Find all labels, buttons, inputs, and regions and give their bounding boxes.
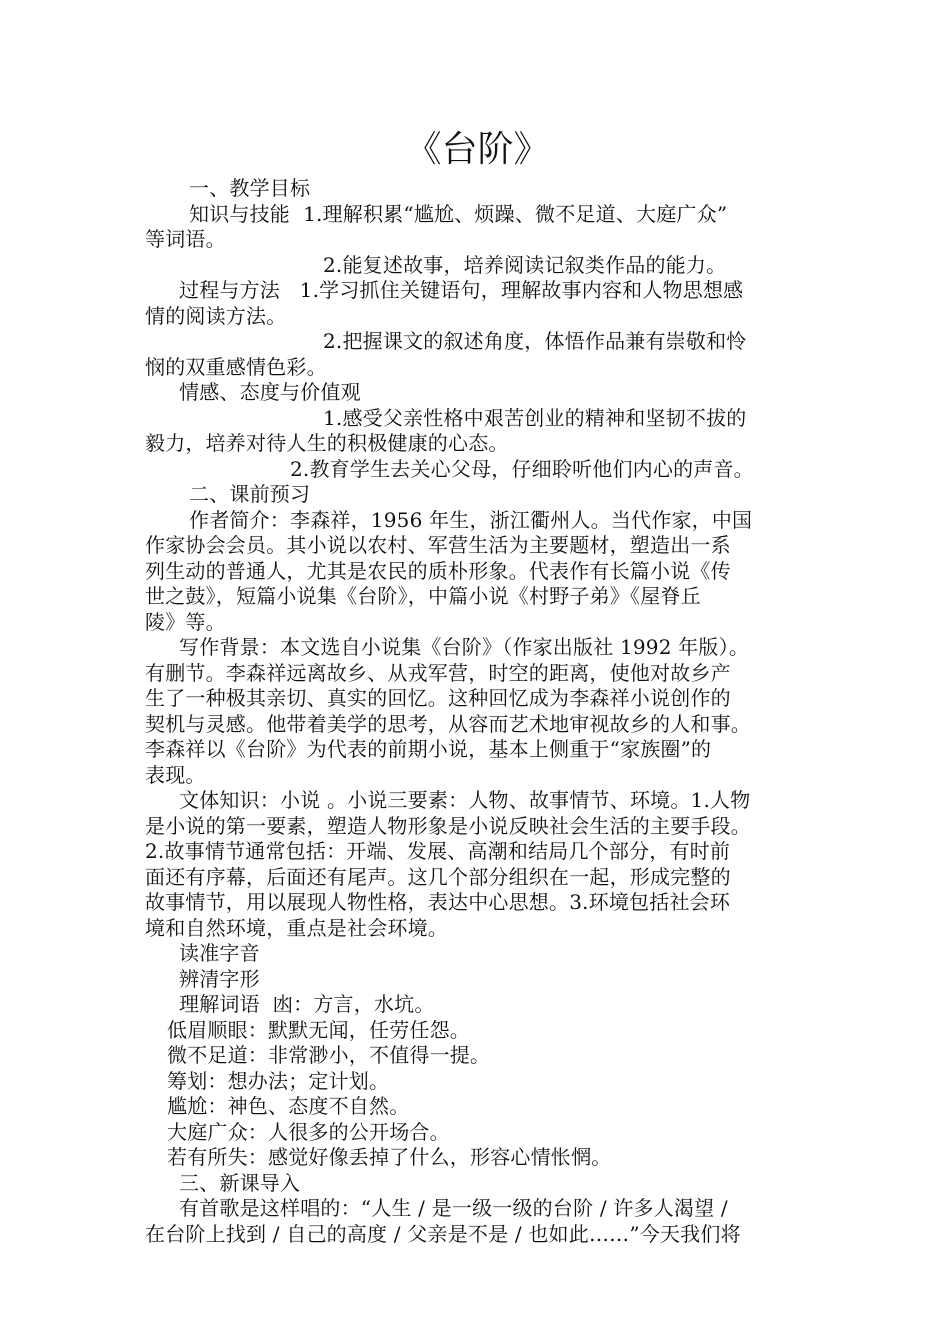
text-line: 写作背景：本文选自小说集《台阶》（作家出版社 1992 年版）。	[179, 635, 750, 659]
text-line: 故事情节，用以展现人物性格，表达中心思想。3.环境包括社会环	[145, 890, 731, 914]
text-line: 悯的双重感情色彩。	[145, 354, 327, 379]
text-line: 理解词语 凼：方言，水坑。	[179, 992, 435, 1016]
text-line: 作家协会会员。其小说以农村、军营生活为主要题材，塑造出一系	[145, 533, 731, 557]
text-line: 过程与方法 1.学习抓住关键语句，理解故事内容和人物思想感	[179, 278, 744, 302]
text-line: 作者简介：李森祥，1956 年生，浙江衢州人。当代作家，中国	[189, 507, 753, 532]
document-body	[145, 176, 810, 1247]
text-line: 列生动的普通人，尤其是农民的质朴形象。代表作有长篇小说《传	[145, 558, 731, 583]
text-line: 毅力，培养对待人生的积极健康的心态。	[145, 431, 509, 455]
text-line: 低眉顺眼：默默无闻，任劳任怨。	[167, 1017, 470, 1042]
text-line: 筹划：想办法；定计划。	[167, 1068, 390, 1093]
text-line: 陵》等。	[145, 609, 226, 634]
text-line: 三、新课导入	[179, 1170, 301, 1195]
text-line: 辨清字形	[179, 966, 260, 991]
text-line: 2.能复述故事，培养阅读记叙类作品的能力。	[323, 252, 727, 277]
text-line: 情感、态度与价值观	[179, 380, 361, 404]
text-line: 若有所失：感觉好像丢掉了什么，形容心情怅惘。	[167, 1145, 612, 1169]
text-line: 表现。	[145, 762, 206, 787]
text-line: 情的阅读方法。	[145, 303, 287, 328]
text-line: 李森祥以《台阶》为代表的前期小说，基本上侧重于“家族圈”的	[145, 737, 712, 761]
text-line: 生了一种极其亲切、真实的回忆。这种回忆成为李森祥小说创作的	[145, 686, 731, 710]
text-line: 知识与技能 1.理解积累“尴尬、烦躁、微不足道、大庭广众”	[189, 201, 728, 226]
text-line: 一、教学目标	[189, 176, 311, 200]
text-line: 有首歌是这样唱的：“人生 / 是一级一级的台阶 / 许多人渴望 /	[179, 1196, 728, 1220]
text-line: 是小说的第一要素，塑造人物形象是小说反映社会生活的主要手段。	[145, 813, 751, 838]
text-line: 契机与灵感。他带着美学的思考，从容而艺术地审视故乡的人和事。	[145, 711, 751, 736]
text-line: 大庭广众：人很多的公开场合。	[167, 1119, 450, 1144]
text-line: 境和自然环境，重点是社会环境。	[145, 915, 448, 940]
text-line: 微不足道：非常渺小，不值得一提。	[167, 1043, 491, 1067]
text-line: 面还有序幕，后面还有尾声。这几个部分组织在一起，形成完整的	[145, 864, 731, 889]
text-line: 在台阶上找到 / 自己的高度 / 父亲是不是 / 也如此……”今天我们将	[145, 1221, 741, 1246]
text-line: 文体知识：小说 。小说三要素：人物、故事情节、环境。1.人物	[179, 788, 751, 812]
text-line: 1.感受父亲性格中艰苦创业的精神和坚韧不拔的	[323, 405, 747, 430]
text-line: 2.教育学生去关心父母，仔细聆听他们内心的声音。	[290, 456, 754, 481]
text-line: 2.故事情节通常包括：开端、发展、高潮和结局几个部分，有时前	[145, 839, 731, 863]
text-line: 二、课前预习	[189, 482, 311, 506]
document-page	[145, 128, 810, 1247]
document-title: 《台阶》	[405, 129, 550, 170]
text-line: 世之鼓》，短篇小说集《台阶》，中篇小说《村野子弟》《屋脊丘	[145, 584, 701, 608]
text-line: 等词语。	[145, 227, 226, 251]
text-line: 有删节。李森祥远离故乡、从戎军营，时空的距离，使他对故乡产	[145, 660, 731, 685]
text-line: 读准字音	[179, 941, 260, 965]
text-line: 尴尬：神色、态度不自然。	[167, 1094, 410, 1118]
text-line: 2.把握课文的叙述角度，体悟作品兼有崇敬和怜	[323, 329, 747, 353]
